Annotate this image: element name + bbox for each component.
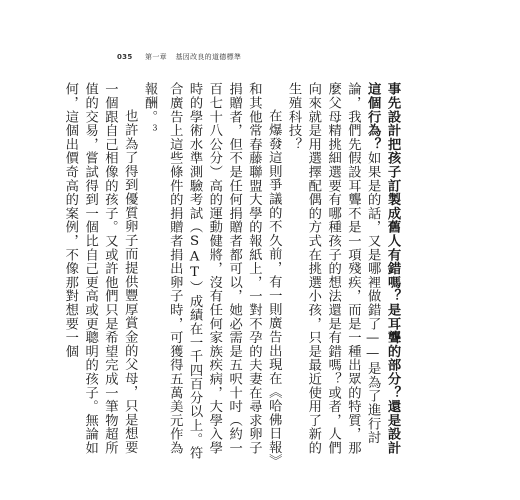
paragraph-2 xyxy=(139,82,283,462)
body-text xyxy=(62,82,402,462)
running-head xyxy=(117,52,247,62)
bold-question: 事先設計把孩子訂製成舊人有錯嗎？是耳聾的部分？還是設計這個行為？ xyxy=(365,82,400,455)
page-number: 035 xyxy=(117,53,133,61)
paragraph-1-text: 如果是的話，又是哪裡做錯了——是為了進行討論，我們先假設耳聾不是一項殘疾，而是一種出眾的特質，那麼父母精挑細選要有哪種孩子的想法還是有錯嗎？或者，人們向來就是用選擇配偶的方式在挑選小孩，只是最近使用了新的生殖科技？ xyxy=(286,82,381,455)
paragraph-3-text: 也許為了得到優質卵子而提供豐厚賞金的父母，只是想要一個跟自己相像的孩子。又或許他們只是希望完成一筆物超所值的交易，嘗試得到一個比自己更高或更聰明的孩子。無論如何，這個出價奇高的案例，不像那對想要一個 xyxy=(62,82,138,455)
paragraph-1 xyxy=(283,82,402,462)
chapter-label: 第一章 xyxy=(145,53,167,61)
paragraph-2-text: 在爆發這則爭議的不久前，有一則廣告出現在《哈佛日報》和其他常春藤聯盟大學的報紙上，一對不孕的夫妻在尋求卵子捐贈者，但不是任何捐贈者都可以，她必需是五呎十吋（約一百七十八公分）高的運動健將，沒有任何家族疾病，大學入學時的學術水準測驗考試（SAT）成績在一千四百分以上。符合廣告上這些條件的捐贈者捐出卵子時，可獲得五萬美元作為報酬。 xyxy=(142,82,282,461)
chapter-title: 基因改良的道德標準 xyxy=(175,53,242,61)
paragraph-3 xyxy=(60,82,139,462)
footnote-marker: 3 xyxy=(150,123,160,133)
